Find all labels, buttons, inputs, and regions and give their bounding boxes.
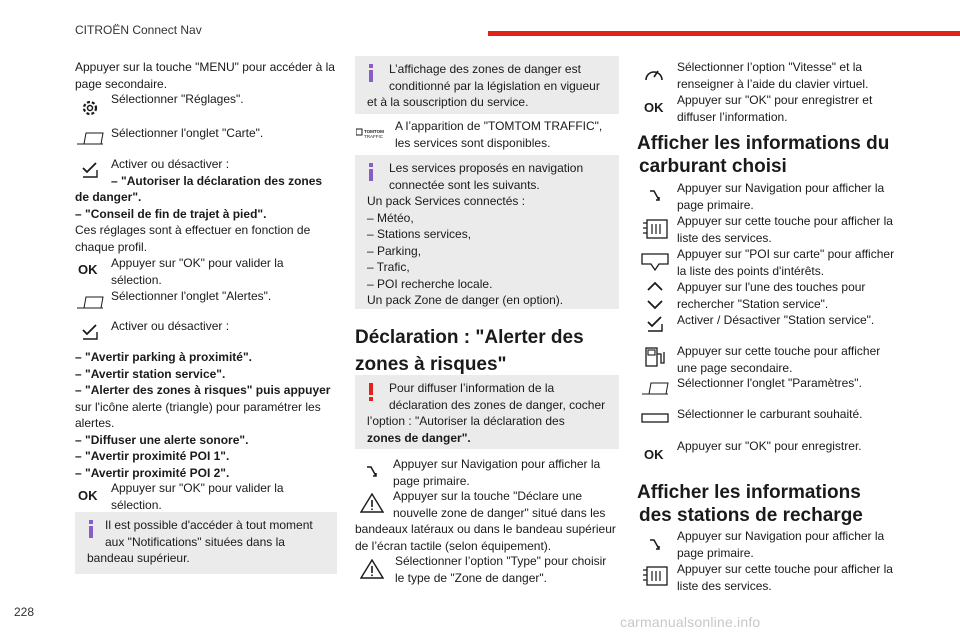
list-item: sur l'icône alerte (triangle) pour paramétrer les xyxy=(75,399,321,414)
text-line: Appuyer sur Navigation pour afficher la xyxy=(677,529,885,543)
info-note xyxy=(355,56,619,114)
text-line: Pour diffuser l’information de la xyxy=(389,381,555,395)
text-line: connectée sont les suivants. xyxy=(389,177,540,192)
text-line: Appuyer sur "OK" pour valider la xyxy=(111,256,284,270)
step-select-vitesse xyxy=(677,59,868,92)
step-declare-zone xyxy=(355,488,623,554)
step-secondary-page xyxy=(677,343,880,376)
list-item: – "Alerter des zones à risques" puis appuyer xyxy=(75,383,331,397)
text-line: Appuyer sur Navigation pour afficher la xyxy=(677,181,885,195)
text-line: nouvelle zone de danger" situé dans les xyxy=(393,505,606,520)
section-heading-carburant xyxy=(637,132,889,178)
text-line: Appuyer sur "OK" pour enregistrer et xyxy=(677,93,873,107)
step-select-alertes: Sélectionner l'onglet "Alertes". xyxy=(111,289,272,303)
text-line: Appuyer sur Navigation pour afficher la xyxy=(393,457,601,471)
text-line: chaque profil. xyxy=(75,239,148,254)
heading-line: Afficher les informations du xyxy=(637,133,890,154)
step-navigation xyxy=(393,456,600,489)
text-line: aux "Notifications" situées dans la xyxy=(105,534,285,549)
heading-line: Afficher les informations xyxy=(637,482,861,503)
text-line: bandeau supérieur. xyxy=(87,551,190,565)
text-line: Les services proposés en navigation xyxy=(389,161,584,175)
poi-map-icon xyxy=(641,252,669,272)
heading-line: carburant choisi xyxy=(639,156,787,177)
note-text xyxy=(367,380,609,446)
text-line: sélection. xyxy=(111,497,162,512)
fuel-pump-icon xyxy=(641,347,669,367)
step-select-type xyxy=(395,553,606,586)
step-activate-alerts: Activer ou désactiver : xyxy=(111,319,230,333)
text-line: Appuyer sur "OK" pour valider la xyxy=(111,481,284,495)
step-navigation xyxy=(677,180,884,213)
text-line: une page secondaire. xyxy=(677,360,793,375)
text-line: déclaration des zones de danger, cocher xyxy=(389,397,606,412)
navigation-arrow-icon xyxy=(641,535,669,555)
page-number: 228 xyxy=(14,605,35,619)
step-services-2 xyxy=(677,561,893,594)
header-title: CITROËN Connect Nav xyxy=(75,23,202,37)
note-text xyxy=(87,517,327,567)
list-item: – POI recherche locale. xyxy=(367,276,493,291)
text-line: le type de "Zone de danger". xyxy=(395,570,547,585)
step-ok-validate xyxy=(111,255,284,288)
speedometer-icon xyxy=(640,65,668,85)
step-ok-register: Appuyer sur "OK" pour enregistrer. xyxy=(677,439,862,453)
warning-triangle-icon xyxy=(358,559,386,579)
svg-text:TOMTOM: TOMTOM xyxy=(364,129,384,134)
text-line: – "Autoriser la déclaration des zones xyxy=(111,173,323,188)
tab-icon xyxy=(76,128,104,148)
step-select-reglages: Sélectionner "Réglages". xyxy=(111,92,244,106)
note-text xyxy=(367,160,609,309)
text-line: Appuyer sur la touche "MENU" pour accéder à la xyxy=(75,60,335,74)
navigation-arrow-icon xyxy=(641,186,669,206)
text-line: A l’apparition de "TOMTOM TRAFFIC", xyxy=(395,119,603,133)
step-activate-options xyxy=(75,156,345,255)
tab-icon xyxy=(641,378,669,398)
svg-text:TRAFFIC: TRAFFIC xyxy=(364,134,383,139)
list-item: – Stations services, xyxy=(367,227,472,241)
services-icon xyxy=(641,566,669,586)
list-item: – "Avertir proximité POI 2". xyxy=(75,465,230,480)
ok-icon: OK xyxy=(644,100,664,115)
ok-icon: OK xyxy=(78,488,98,503)
text-line: la liste des points d'intérêts. xyxy=(677,263,825,278)
text-line: Il est possible d'accéder à tout moment xyxy=(105,518,313,532)
step-toggle-station: Activer / Désactiver "Station service". xyxy=(677,313,875,327)
checkbox-icon xyxy=(76,322,104,342)
tab-icon xyxy=(76,292,104,312)
chevron-up-icon xyxy=(641,276,669,296)
list-item: – Trafic, xyxy=(367,260,410,274)
chevron-down-icon xyxy=(641,294,669,314)
text-line: Ces réglages sont à effectuer en fonction de xyxy=(75,223,311,237)
text-line: de danger". xyxy=(75,190,142,204)
step-ok-save xyxy=(677,92,872,125)
text-line: bandeaux latéraux ou dans le bandeau supérieur xyxy=(355,522,616,536)
text-line: l’option : "Autoriser la déclaration des xyxy=(367,414,565,428)
services-icon xyxy=(641,219,669,239)
step-arrows xyxy=(677,279,865,312)
watermark: carmanualsonline.info xyxy=(620,614,761,630)
navigation-arrow-icon xyxy=(358,462,386,482)
text-line: liste des services. xyxy=(677,578,772,593)
heading-line: des stations de recharge xyxy=(639,505,863,526)
list-item: – "Diffuser une alerte sonore". xyxy=(75,432,249,447)
step-services xyxy=(677,213,893,246)
text-line: Appuyer sur la touche "Déclare une xyxy=(393,489,583,503)
text-line: Appuyer sur "POI sur carte" pour afficher xyxy=(677,247,895,261)
text-line: liste des services. xyxy=(677,230,772,245)
text-line: Activer ou désactiver : xyxy=(111,157,230,171)
step-select-carte: Sélectionner l'onglet "Carte". xyxy=(111,126,264,140)
info-note xyxy=(75,512,337,574)
step-select-fuel: Sélectionner le carburant souhaité. xyxy=(677,407,863,421)
checkbox-icon xyxy=(641,314,669,334)
text-line: Sélectionner l’option "Vitesse" et la xyxy=(677,60,863,74)
warning-note xyxy=(355,375,619,449)
text-line: page primaire. xyxy=(393,473,470,488)
text-line: Appuyer sur cette touche pour afficher la xyxy=(677,562,893,576)
text-line: page primaire. xyxy=(677,197,754,212)
ok-icon: OK xyxy=(644,447,664,462)
section-heading-recharge xyxy=(637,481,863,527)
alerts-list xyxy=(75,349,345,481)
text-line: les services sont disponibles. xyxy=(395,135,551,150)
list-item: – "Avertir station service". xyxy=(75,366,226,381)
text-line: renseigner à l’aide du clavier virtuel. xyxy=(677,76,869,91)
text-line: Un pack Zone de danger (en option). xyxy=(367,293,564,307)
text-line: rechercher "Station service". xyxy=(677,296,829,311)
note-text xyxy=(367,61,609,111)
text-line: – "Conseil de fin de trajet à pied". xyxy=(75,206,267,221)
text-line: conditionné par la législation en vigueur xyxy=(389,78,600,93)
list-item: – Météo, xyxy=(367,210,414,225)
info-note xyxy=(355,155,619,309)
text-line: de l’écran tactile (selon équipement). xyxy=(355,538,552,553)
text-line: L’affichage des zones de danger est xyxy=(389,62,581,76)
step-ok-validate-2 xyxy=(111,480,284,513)
ok-icon: OK xyxy=(78,262,98,277)
tomtom-text xyxy=(395,118,602,151)
step-navigation-2 xyxy=(677,528,884,561)
text-line: zones de danger". xyxy=(367,430,471,445)
section-heading-alerter xyxy=(355,326,584,376)
heading-line: zones à risques" xyxy=(355,354,507,375)
text-line: sélection. xyxy=(111,272,162,287)
text-line: Appuyer sur l'une des touches pour xyxy=(677,280,866,294)
list-item: alertes. xyxy=(75,416,115,430)
text-line: Un pack Services connectés : xyxy=(367,194,526,208)
text-line: page secondaire. xyxy=(75,76,168,91)
tomtom-traffic-logo xyxy=(356,127,390,141)
text-line: Appuyer sur cette touche pour afficher la xyxy=(677,214,893,228)
text-line: Sélectionner l’option "Type" pour choisir xyxy=(395,554,607,568)
fuel-selection-icon xyxy=(641,408,669,428)
text-line: diffuser l’information. xyxy=(677,109,788,124)
list-item: – "Avertir proximité POI 1". xyxy=(75,449,230,463)
list-item: – Parking, xyxy=(367,243,422,258)
text-line: page primaire. xyxy=(677,545,754,560)
text-line: Appuyer sur cette touche pour afficher xyxy=(677,344,881,358)
list-item: – "Avertir parking à proximité". xyxy=(75,350,252,364)
step-poi-carte xyxy=(677,246,894,279)
header-accent-bar xyxy=(488,31,960,36)
gear-icon xyxy=(76,98,104,118)
heading-line: Déclaration : "Alerter des xyxy=(355,327,584,348)
step-select-parametres: Sélectionner l'onglet "Paramètres". xyxy=(677,376,862,390)
text-line: et à la souscription du service. xyxy=(367,95,529,109)
col1-intro xyxy=(75,59,345,92)
